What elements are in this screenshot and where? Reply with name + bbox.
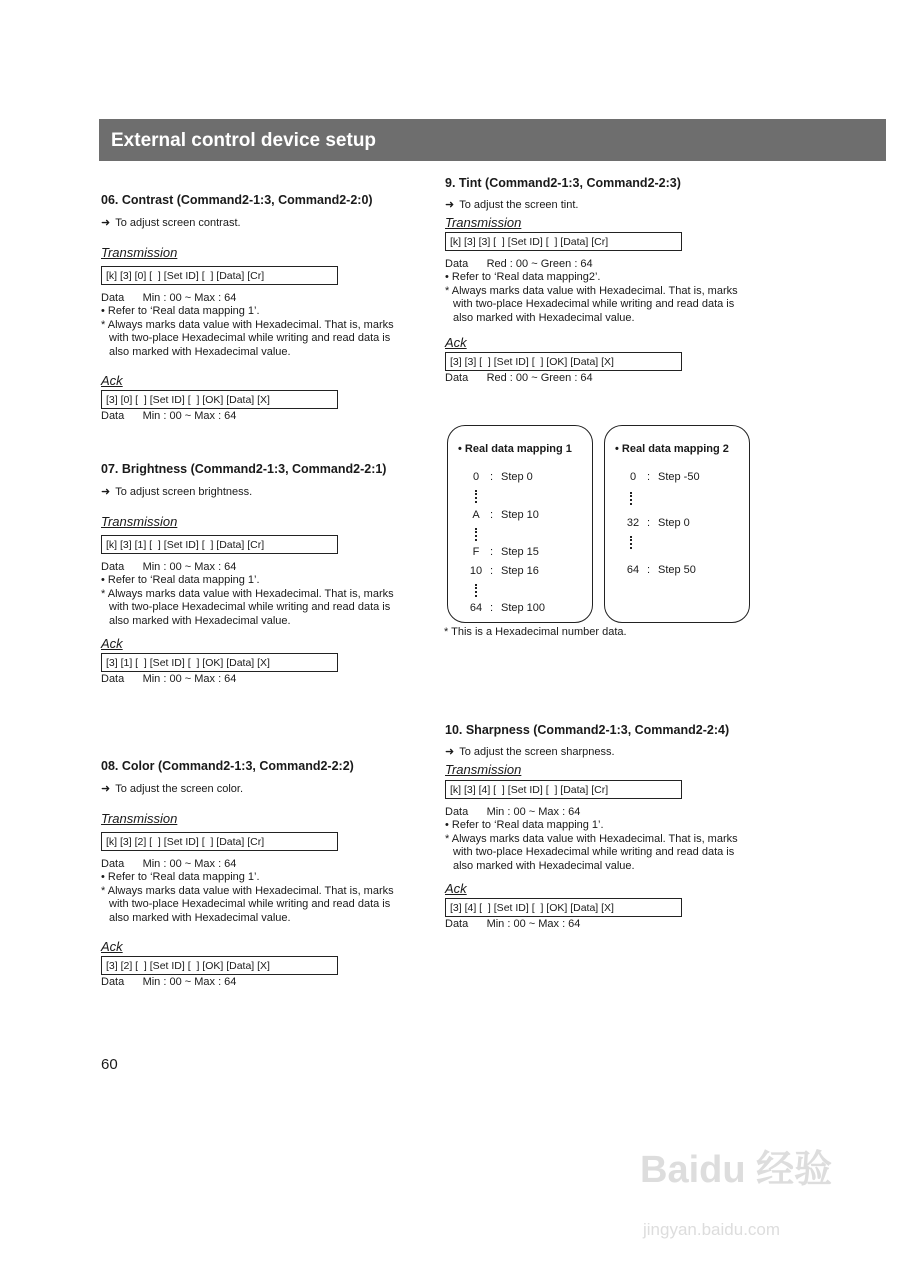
mapping-colon: : — [490, 602, 494, 614]
transmission-format-box: [k] [3] [1] [ ] [Set ID] [ ] [Data] [Cr] — [101, 535, 338, 554]
real-data-mapping-2 — [604, 425, 750, 623]
data-range: Data Red : 00 ~ Green : 64 — [445, 257, 593, 270]
ack-data-range: Data Min : 00 ~ Max : 64 — [101, 410, 237, 422]
note: • Refer to ‘Real data mapping 1’. — [101, 574, 260, 586]
command-section — [445, 176, 745, 386]
mapping-hex-value: 10 — [469, 565, 483, 577]
watermark-url: jingyan.baidu.com — [643, 1220, 781, 1239]
data-range: Data Min : 00 ~ Max : 64 — [101, 291, 237, 304]
mapping-colon: : — [490, 471, 494, 483]
command-section — [101, 193, 401, 424]
mapping-colon: : — [490, 509, 494, 521]
mapping-hex-value: 64 — [626, 564, 640, 576]
ack-label: Ack — [101, 636, 123, 651]
ellipsis-dots — [475, 584, 477, 597]
mapping-1-title: • Real data mapping 1 — [458, 443, 572, 455]
ellipsis-dots — [630, 536, 632, 549]
mapping-hex-value: 64 — [469, 602, 483, 614]
ack-data-range: Data Min : 00 ~ Max : 64 — [445, 918, 581, 930]
command-section — [101, 759, 401, 990]
ellipsis-dots — [475, 490, 477, 503]
section-description: ➜ To adjust screen contrast. — [101, 217, 401, 231]
note: * Always marks data value with Hexadecimal. That is, marks with two-place Hexadecimal while writing and read data is also marked with Hexadecimal value. — [101, 318, 394, 358]
mapping-2-title-text: Real data mapping 2 — [621, 443, 729, 455]
note: • Refer to ‘Real data mapping 1’. — [445, 819, 604, 831]
mapping-step-value: Step 15 — [501, 546, 539, 558]
mapping-hex-value: F — [472, 546, 480, 558]
mapping-hex-value: A — [472, 509, 480, 521]
note: * Always marks data value with Hexadecimal. That is, marks with two-place Hexadecimal while writing and read data is also marked with Hexadecimal value. — [445, 832, 738, 872]
mapping-2-title: • Real data mapping 2 — [615, 443, 729, 455]
data-range: Data Min : 00 ~ Max : 64 — [445, 805, 581, 818]
ack-label: Ack — [445, 881, 467, 896]
ack-data-range: Data Red : 00 ~ Green : 64 — [445, 372, 593, 384]
data-range: Data Min : 00 ~ Max : 64 — [101, 560, 237, 573]
mapping-step-value: Step -50 — [658, 471, 700, 483]
transmission-format-box: [k] [3] [3] [ ] [Set ID] [ ] [Data] [Cr] — [445, 232, 682, 251]
ack-format-box: [3] [3] [ ] [Set ID] [ ] [OK] [Data] [X] — [445, 352, 682, 371]
command-section — [445, 723, 745, 932]
transmission-label: Transmission — [101, 244, 178, 260]
mapping-step-value: Step 0 — [658, 517, 690, 529]
note: * Always marks data value with Hexadecimal. That is, marks with two-place Hexadecimal while writing and read data is also marked with Hexadecimal value. — [445, 284, 738, 324]
transmission-format-box: [k] [3] [2] [ ] [Set ID] [ ] [Data] [Cr] — [101, 832, 338, 851]
mapping-colon: : — [647, 471, 651, 483]
page-header-title: External control device setup — [111, 130, 377, 151]
transmission-format-box: [k] [3] [4] [ ] [Set ID] [ ] [Data] [Cr] — [445, 780, 682, 799]
ack-label: Ack — [445, 335, 467, 350]
section-header-bar — [99, 119, 886, 161]
transmission-label: Transmission — [101, 513, 178, 529]
transmission-format-box: [k] [3] [0] [ ] [Set ID] [ ] [Data] [Cr] — [101, 266, 338, 285]
mapping-1-title-text: Real data mapping 1 — [464, 443, 572, 455]
mapping-colon: : — [647, 517, 651, 529]
ack-format-box: [3] [2] [ ] [Set ID] [ ] [OK] [Data] [X] — [101, 956, 338, 975]
section-title: 10. Sharpness (Command2-1:3, Command2-2:4) — [445, 723, 730, 737]
mapping-hex-value: 32 — [626, 517, 640, 529]
ack-format-box: [3] [4] [ ] [Set ID] [ ] [OK] [Data] [X] — [445, 898, 682, 917]
note: • Refer to ‘Real data mapping2’. — [445, 271, 601, 283]
mapping-colon: : — [647, 564, 651, 576]
ellipsis-dots — [630, 492, 632, 505]
watermark-logo: Baidu 经验 — [640, 1149, 833, 1191]
ack-label: Ack — [101, 373, 123, 388]
transmission-label: Transmission — [445, 761, 522, 777]
mapping-step-value: Step 100 — [501, 602, 546, 614]
ack-label: Ack — [101, 939, 123, 954]
ellipsis-dots — [475, 528, 477, 541]
section-description: ➜ To adjust screen brightness. — [101, 486, 401, 500]
note: • Refer to ‘Real data mapping 1’. — [101, 871, 260, 883]
data-range: Data Min : 00 ~ Max : 64 — [101, 857, 237, 870]
section-title: 07. Brightness (Command2-1:3, Command2-2:1) — [101, 462, 387, 476]
hex-footnote: * This is a Hexadecimal number data. — [444, 626, 627, 638]
ack-format-box: [3] [1] [ ] [Set ID] [ ] [OK] [Data] [X] — [101, 653, 338, 672]
note: * Always marks data value with Hexadecimal. That is, marks with two-place Hexadecimal while writing and read data is also marked with Hexadecimal value. — [101, 587, 394, 627]
mapping-step-value: Step 50 — [658, 564, 696, 576]
mapping-step-value: Step 16 — [501, 565, 539, 577]
section-title: 9. Tint (Command2-1:3, Command2-2:3) — [445, 176, 681, 190]
transmission-label: Transmission — [445, 214, 522, 230]
ack-format-box: [3] [0] [ ] [Set ID] [ ] [OK] [Data] [X] — [101, 390, 338, 409]
section-title: 08. Color (Command2-1:3, Command2-2:2) — [101, 759, 354, 773]
mapping-hex-value: 0 — [472, 471, 480, 483]
command-section — [101, 462, 401, 687]
transmission-label: Transmission — [101, 810, 178, 826]
mapping-hex-value: 0 — [629, 471, 637, 483]
mapping-step-value: Step 10 — [501, 509, 539, 521]
section-description: ➜ To adjust the screen sharpness. — [445, 746, 745, 760]
ack-data-range: Data Min : 00 ~ Max : 64 — [101, 976, 237, 988]
ack-data-range: Data Min : 00 ~ Max : 64 — [101, 673, 237, 685]
mapping-step-value: Step 0 — [501, 471, 533, 483]
mapping-colon: : — [490, 565, 494, 577]
note: * Always marks data value with Hexadecimal. That is, marks with two-place Hexadecimal while writing and read data is also marked with Hexadecimal value. — [101, 884, 394, 924]
real-data-mapping-1 — [447, 425, 593, 623]
mapping-colon: : — [490, 546, 494, 558]
section-description: ➜ To adjust the screen tint. — [445, 199, 745, 213]
section-title: 06. Contrast (Command2-1:3, Command2-2:0) — [101, 193, 373, 207]
section-description: ➜ To adjust the screen color. — [101, 783, 401, 797]
page-number: 60 — [101, 1056, 118, 1073]
note: • Refer to ‘Real data mapping 1’. — [101, 305, 260, 317]
